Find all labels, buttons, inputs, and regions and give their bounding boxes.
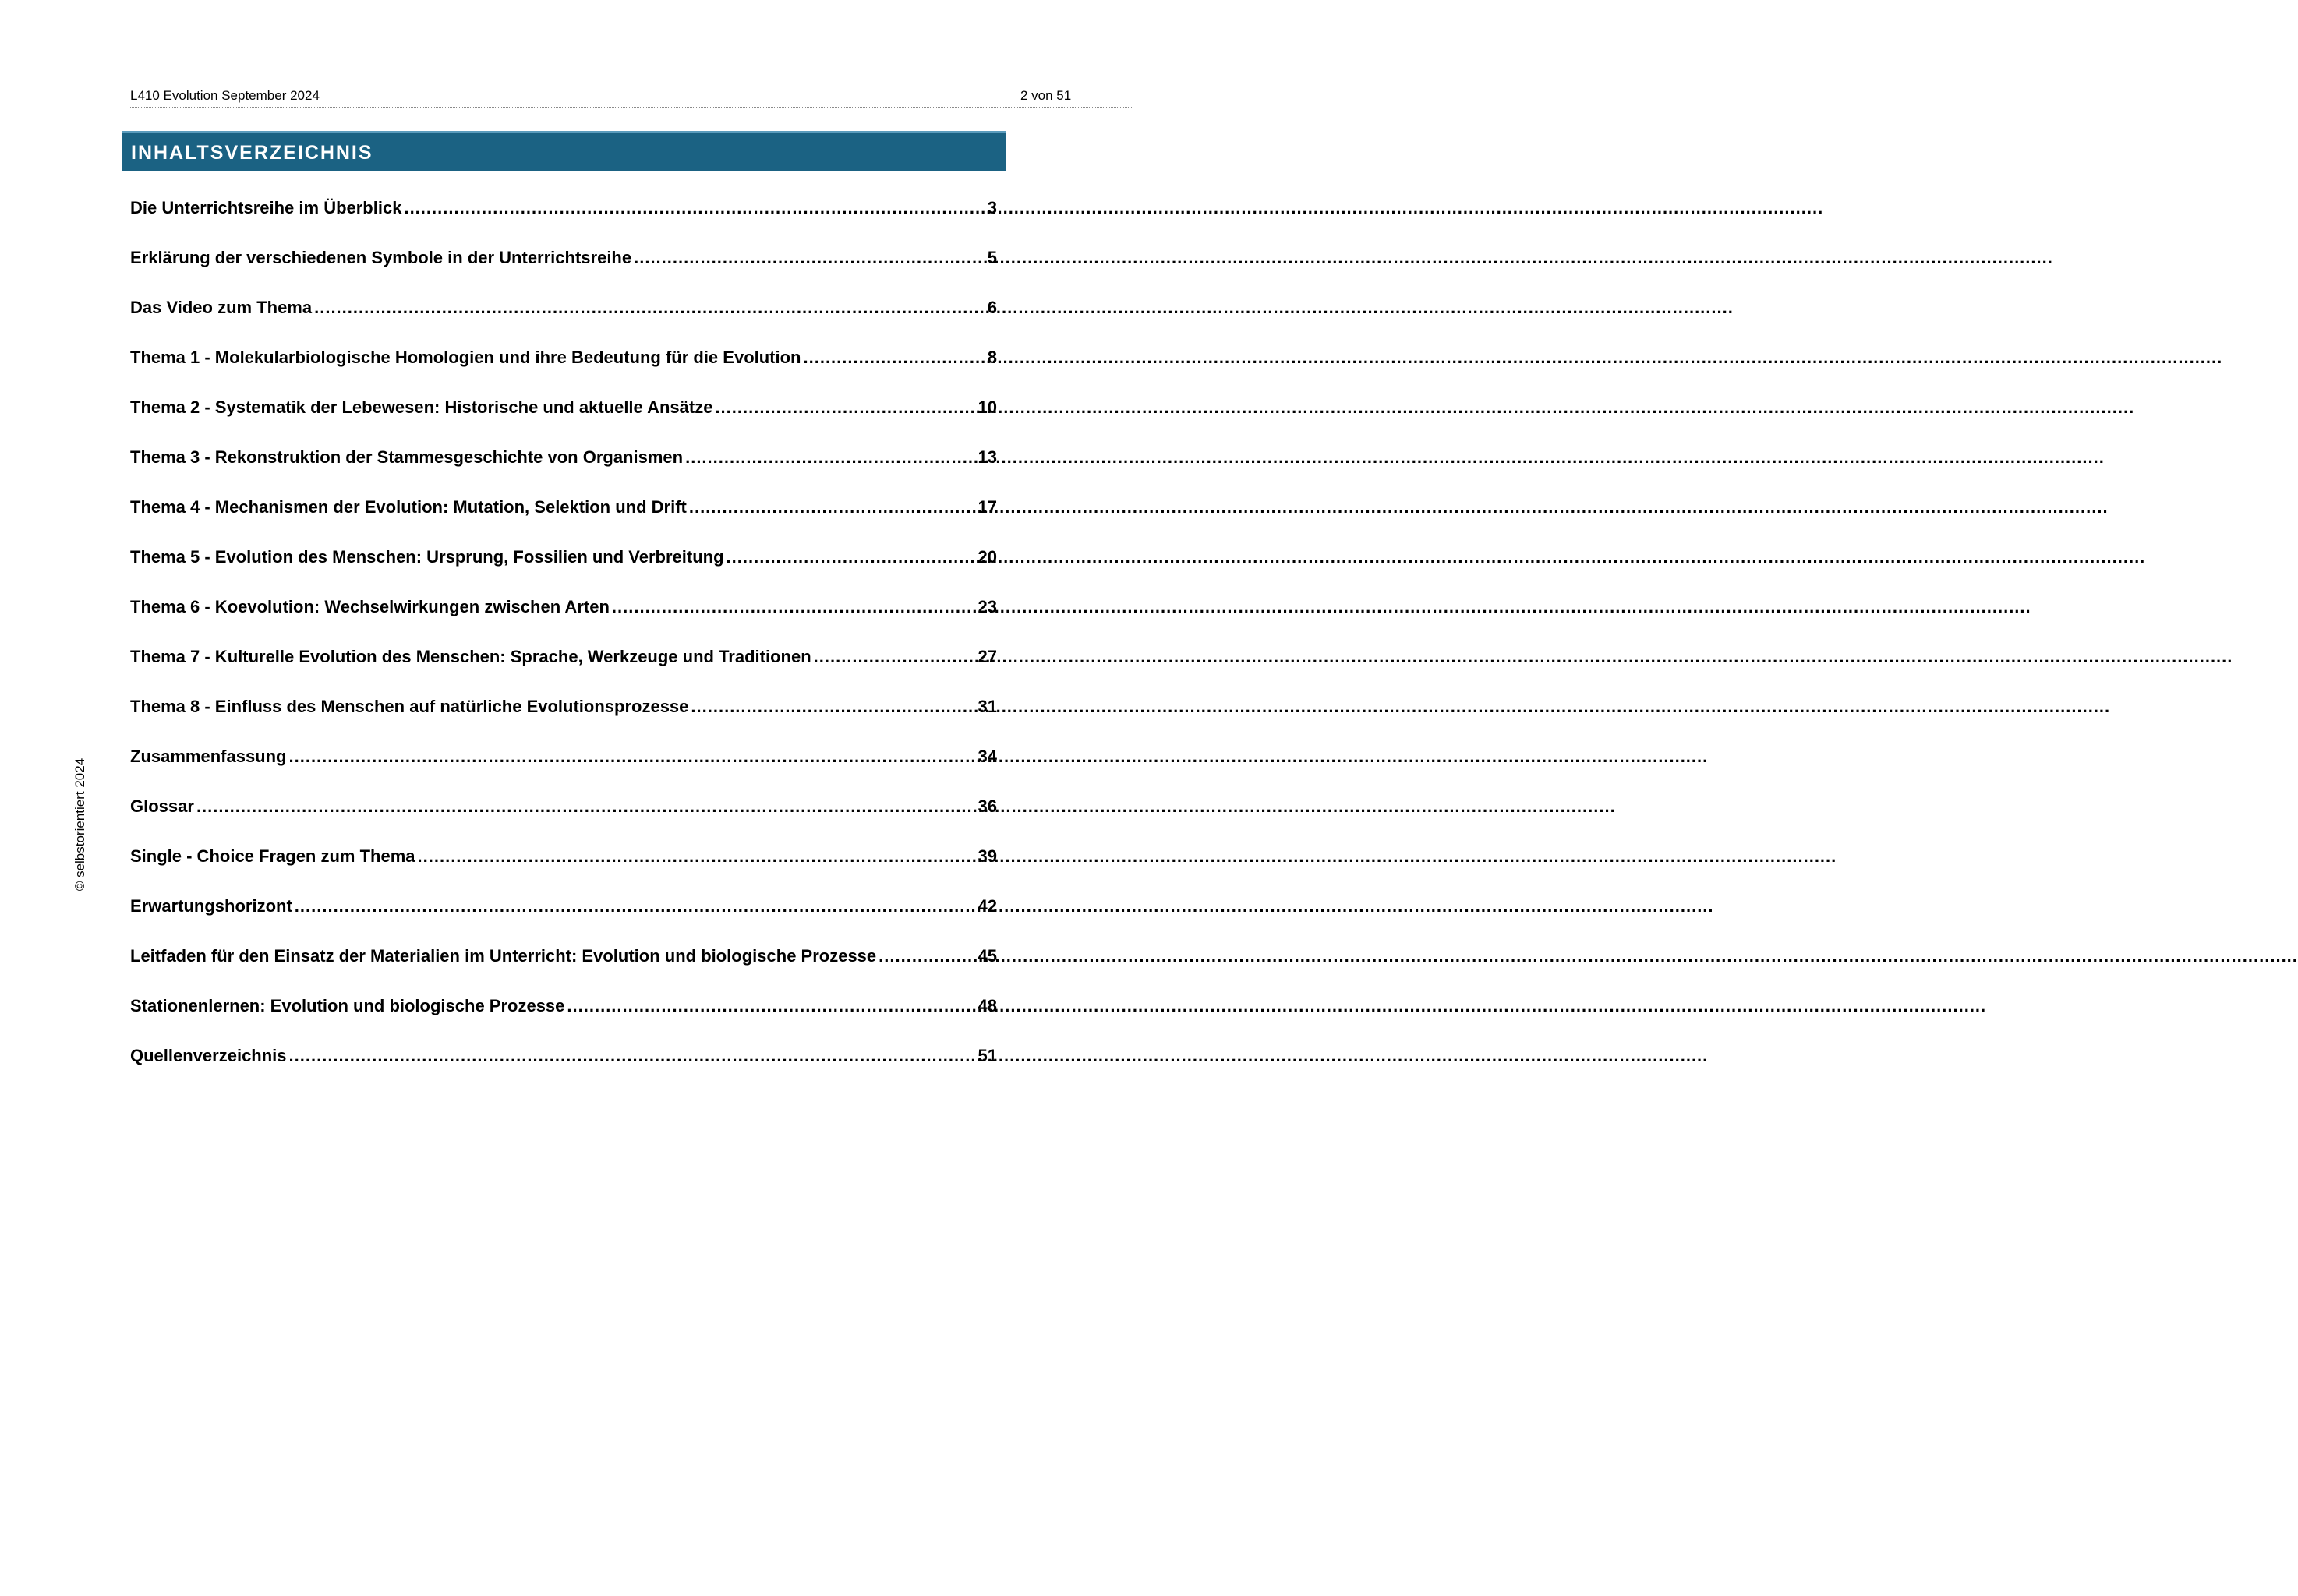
- toc-entry-page: 23: [978, 597, 997, 616]
- toc-entry-page: 5: [987, 248, 997, 267]
- toc-entry-page: 34: [978, 747, 997, 766]
- dot-leader: [196, 789, 976, 824]
- toc-entry-title: Thema 2 - Systematik der Lebewesen: Historische und aktuelle Ansätze: [130, 397, 713, 417]
- dot-leader: [691, 690, 975, 724]
- toc-entry[interactable]: [130, 640, 997, 690]
- toc-entry[interactable]: [130, 390, 997, 440]
- dot-leader: [634, 241, 984, 275]
- toc-entry-title: Das Video zum Thema: [130, 298, 313, 317]
- toc-entry-title: Quellenverzeichnis: [130, 1046, 287, 1065]
- toc-entry-page: 45: [978, 946, 997, 966]
- toc-entry-title: Erklärung der verschiedenen Symbole in der Unterrichtsreihe: [130, 248, 632, 267]
- toc-entry[interactable]: [130, 939, 997, 989]
- toc-entry-page: 31: [978, 697, 997, 716]
- toc-entry-page: 39: [978, 846, 997, 866]
- dot-leader: [567, 989, 975, 1023]
- toc-entry-page: 6: [987, 298, 997, 317]
- toc-entry[interactable]: [130, 789, 997, 839]
- dot-leader: [689, 490, 976, 524]
- toc-entry-page: 17: [978, 497, 997, 517]
- toc-entry-title: Thema 3 - Rekonstruktion der Stammesgeschichte von Organismen: [130, 447, 684, 467]
- toc-entry-title: Erwartungshorizont: [130, 896, 292, 916]
- dot-leader: [314, 291, 984, 325]
- toc-entry[interactable]: [130, 291, 997, 341]
- toc-heading: INHALTSVERZEICHNIS: [131, 142, 373, 164]
- toc-entry[interactable]: [130, 690, 997, 740]
- dot-leader: [814, 640, 976, 674]
- toc-entry-title: Single - Choice Fragen zum Thema: [130, 846, 415, 866]
- toc-heading-banner: [122, 131, 1006, 171]
- toc-entry-title: Glossar: [130, 796, 194, 816]
- toc-entry-title: Thema 7 - Kulturelle Evolution des Menschen: Sprache, Werkzeuge und Traditionen: [130, 647, 811, 666]
- toc-entry-page: 3: [987, 198, 997, 217]
- toc-entry[interactable]: [130, 839, 997, 889]
- dot-leader: [727, 540, 976, 574]
- toc-entry[interactable]: [130, 341, 997, 390]
- toc-entry-title: Stationenlernen: Evolution und biologische Prozesse: [130, 996, 565, 1015]
- toc-entry-page: 10: [978, 397, 997, 417]
- table-of-contents: [130, 191, 997, 1089]
- toc-entry-page: 27: [978, 647, 997, 666]
- dot-leader: [289, 1039, 976, 1073]
- copyright-note: © selbstorientiert 2024: [72, 757, 87, 892]
- toc-entry-title: Leitfaden für den Einsatz der Materialien im Unterricht: Evolution und biologische Prozesse: [130, 946, 877, 966]
- toc-entry-page: 42: [978, 896, 997, 916]
- toc-entry[interactable]: [130, 740, 997, 789]
- toc-entry-page: 36: [978, 796, 997, 816]
- toc-entry[interactable]: [130, 490, 997, 540]
- dot-leader: [804, 341, 985, 375]
- page-number: 2 von 51: [1020, 88, 1072, 103]
- toc-entry-title: Thema 6 - Koevolution: Wechselwirkungen zwischen Arten: [130, 597, 610, 616]
- toc-entry-title: Thema 8 - Einfluss des Menschen auf natürliche Evolutionsprozesse: [130, 697, 689, 716]
- toc-entry-title: Thema 4 - Mechanismen der Evolution: Mutation, Selektion und Drift: [130, 497, 687, 517]
- dot-leader: [295, 889, 976, 923]
- dot-leader: [404, 191, 984, 225]
- dot-leader: [612, 590, 976, 624]
- dot-leader: [418, 839, 976, 874]
- toc-entry-title: Thema 1 - Molekularbiologische Homologien und ihre Bedeutung für die Evolution: [130, 348, 801, 367]
- document-title: L410 Evolution September 2024: [130, 88, 320, 103]
- toc-entry-page: 48: [978, 996, 997, 1015]
- toc-entry-title: Thema 5 - Evolution des Menschen: Ursprung, Fossilien und Verbreitung: [130, 547, 724, 567]
- toc-entry[interactable]: [130, 889, 997, 939]
- toc-entry-page: 8: [987, 348, 997, 367]
- toc-entry-page: 13: [978, 447, 997, 467]
- toc-entry[interactable]: [130, 989, 997, 1039]
- toc-entry-page: 51: [978, 1046, 997, 1065]
- page-header: [130, 87, 1132, 108]
- toc-entry[interactable]: [130, 1039, 997, 1089]
- toc-entry[interactable]: [130, 191, 997, 241]
- toc-entry-title: Die Unterrichtsreihe im Überblick: [130, 198, 402, 217]
- toc-entry[interactable]: [130, 540, 997, 590]
- dot-leader: [879, 939, 975, 973]
- toc-entry-title: Zusammenfassung: [130, 747, 287, 766]
- toc-entry[interactable]: [130, 590, 997, 640]
- dot-leader: [715, 390, 975, 425]
- dot-leader: [685, 440, 975, 475]
- toc-entry[interactable]: [130, 241, 997, 291]
- toc-entry-page: 20: [978, 547, 997, 567]
- toc-entry[interactable]: [130, 440, 997, 490]
- dot-leader: [289, 740, 976, 774]
